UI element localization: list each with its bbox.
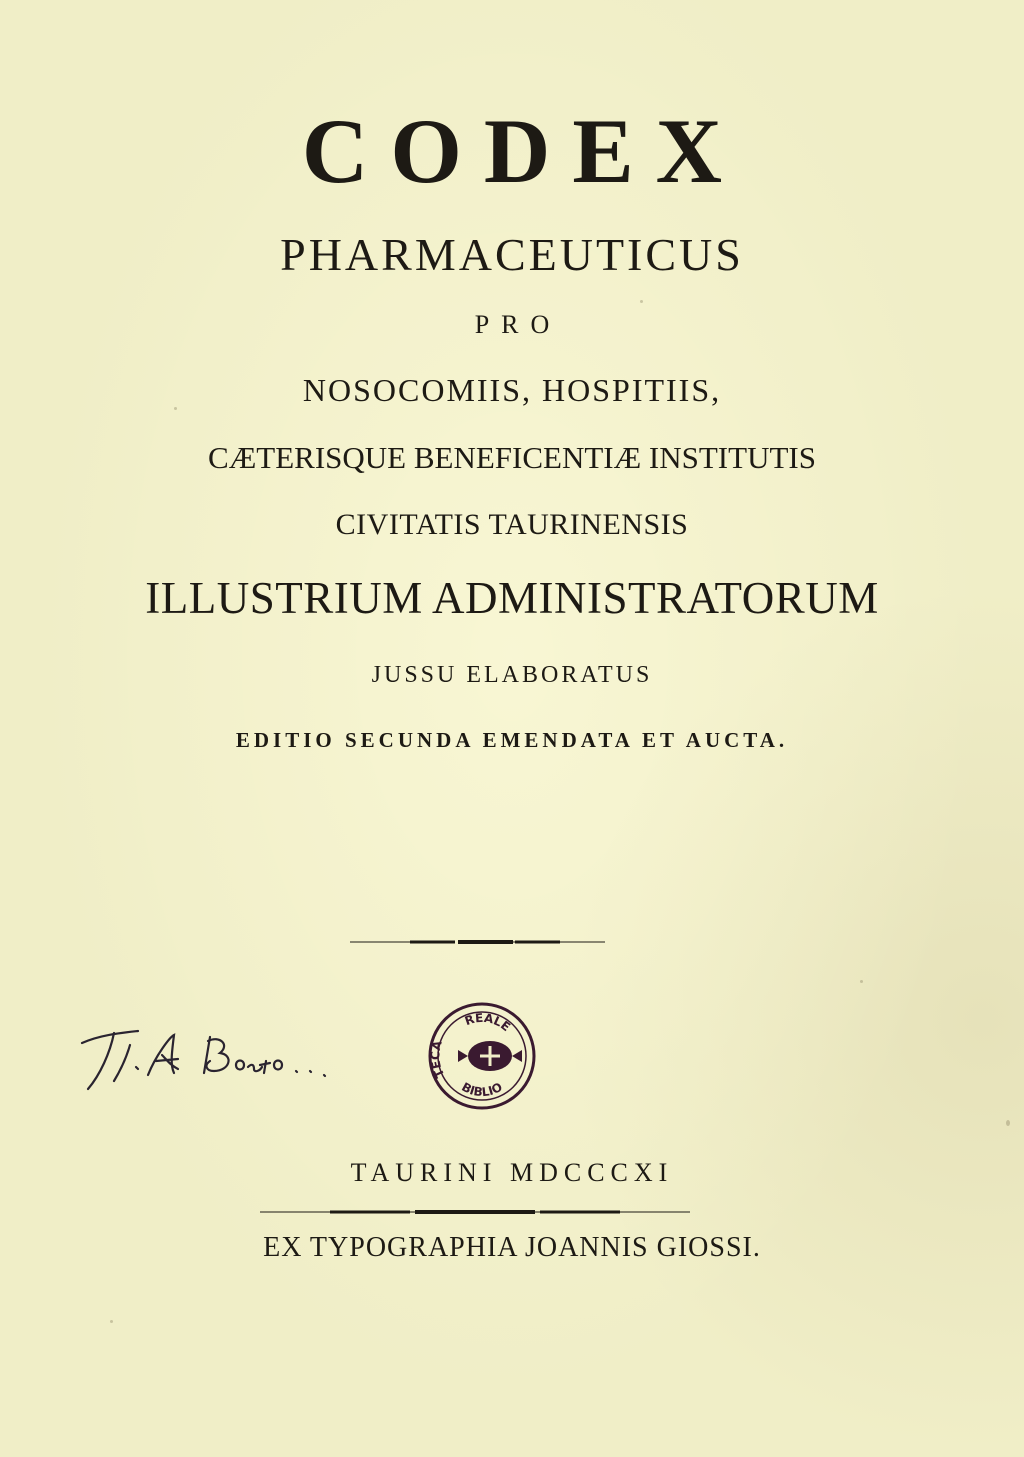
edition-statement: EDITIO SECUNDA EMENDATA ET AUCTA. — [235, 728, 789, 752]
library-stamp-icon — [426, 1000, 538, 1112]
svg-text:TECA — [428, 1039, 447, 1080]
svg-text:REALE — [463, 1011, 513, 1034]
paper-speck — [174, 407, 177, 410]
handwritten-signature — [70, 1015, 350, 1095]
paper-speck — [640, 300, 643, 303]
stamp-bottom-text: BIBLIO — [459, 1079, 505, 1100]
title-line-beneficence: CÆTERISQUE BENEFICENTIÆ INSTITUTIS — [208, 440, 816, 475]
title-line-pro: PRO — [474, 310, 562, 339]
title-line-institutions: NOSOCOMIIS, HOSPITIIS, — [302, 372, 722, 408]
book-subtitle: PHARMACEUTICUS — [280, 229, 744, 280]
imprint-printer: EX TYPOGRAPHIA JOANNIS GIOSSI. — [263, 1232, 761, 1263]
title-line-city: CIVITATIS TAURINENSIS — [335, 508, 689, 541]
title-line-administrators: ILLUSTRIUM ADMINISTRATORUM — [145, 573, 879, 623]
paper-speck — [110, 1320, 113, 1323]
book-title: CODEX — [301, 100, 745, 202]
imprint-place-date: TAURINI MDCCCXI — [350, 1158, 674, 1187]
stamp-left-text: TECA — [428, 1039, 448, 1081]
paper-speck — [860, 980, 863, 983]
ornamental-rule-imprint — [260, 1210, 690, 1214]
title-line-jussu: JUSSU ELABORATUS — [371, 662, 653, 688]
stamp-top-text: REALE — [462, 1010, 513, 1035]
ornamental-rule — [350, 940, 605, 944]
paper-speck — [1006, 1120, 1010, 1126]
